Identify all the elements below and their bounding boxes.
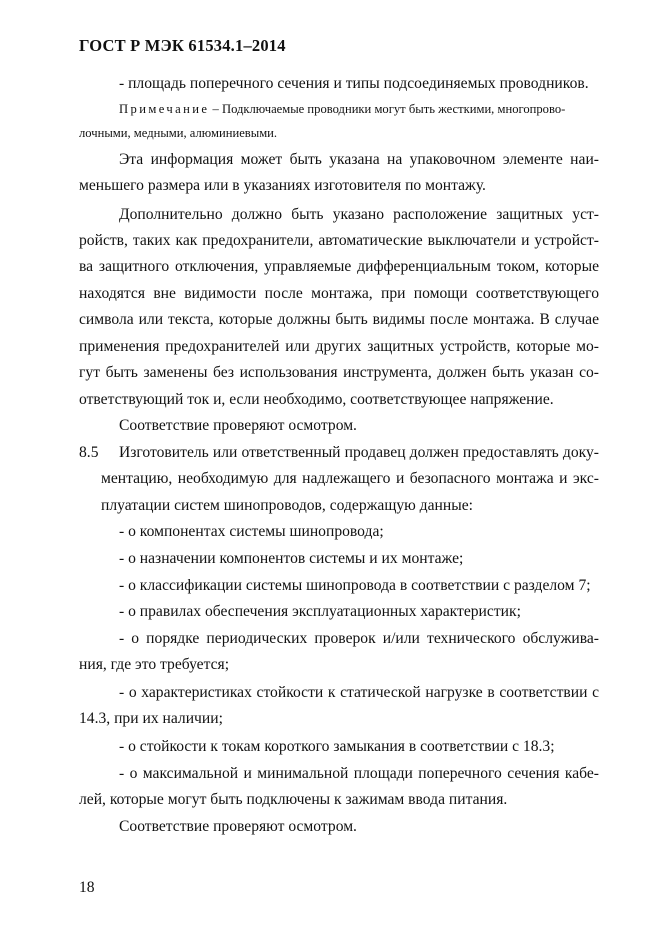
list-item: - о характеристиках стойкости к статической нагрузке в соответствии с	[119, 684, 599, 701]
list-item: - о порядке периодических проверок и/или технического обслужива-	[119, 630, 599, 647]
list-item-continuation: лей, которые могут быть подключены к зажимам ввода питания.	[79, 791, 508, 808]
document-header: ГОСТ Р МЭК 61534.1–2014	[79, 36, 286, 55]
note-text: – Подключаемые проводники могут быть жесткими, многопрово-	[209, 102, 566, 116]
text-line: Эта информация может быть указана на упаковочном элементе наи-	[119, 151, 599, 168]
text-line: ройств, таких как предохранители, автоматические выключатели и устройст-	[79, 232, 599, 249]
list-item: - о максимальной и минимальной площади поперечного сечения кабе-	[119, 765, 599, 782]
text-line: плуатации систем шинопроводов, содержащую данные:	[101, 497, 473, 514]
list-item: - о правилах обеспечения эксплуатационных характеристик;	[119, 603, 521, 620]
text-line: находятся вне видимости после монтажа, при помощи соответствующего	[79, 285, 599, 302]
text-line: Изготовитель или ответственный продавец должен предоставлять доку-	[119, 444, 599, 461]
text-line: ментацию, необходимую для надлежащего и безопасного монтажа и экс-	[101, 470, 599, 487]
text-line: меньшего размера или в указаниях изготовителя по монтажу.	[79, 177, 486, 194]
text-line: Соответствие проверяют осмотром.	[119, 417, 357, 434]
text-line: Соответствие проверяют осмотром.	[119, 818, 357, 835]
list-item-continuation: ния, где это требуется;	[79, 656, 230, 673]
text-line: - площадь поперечного сечения и типы подсоединяемых проводников.	[119, 75, 589, 92]
list-item: - о компонентах системы шинопровода;	[119, 523, 384, 540]
text-line: символа или текста, которые должны быть видимы после монтажа. В случае	[79, 311, 599, 328]
clause-number: 8.5	[79, 444, 99, 461]
list-item: - о классификации системы шинопровода в соответствии с разделом 7;	[119, 577, 591, 594]
text-line: применения предохранителей или других защитных устройств, которые мо-	[79, 338, 599, 355]
text-line: Дополнительно должно быть указано расположение защитных уст-	[119, 206, 599, 223]
text-line: гут быть заменены без использования инструмента, должен быть указан со-	[79, 364, 599, 381]
list-item: - о назначении компонентов системы и их монтаже;	[119, 550, 464, 567]
text-line: ответствующий ток и, если необходимо, соответствующее напряжение.	[79, 391, 554, 408]
note-label: Примечание	[119, 102, 210, 116]
text-line: ва защитного отключения, управляемые дифференциальным током, которые	[79, 258, 599, 275]
note-line: лочными, медными, алюминиевыми.	[79, 126, 278, 140]
note-line	[119, 100, 599, 119]
page-number: 18	[79, 879, 95, 896]
list-item: - о стойкости к токам короткого замыкания в соответствии с 18.3;	[119, 738, 555, 755]
list-item-continuation: 14.3, при их наличии;	[79, 710, 223, 727]
